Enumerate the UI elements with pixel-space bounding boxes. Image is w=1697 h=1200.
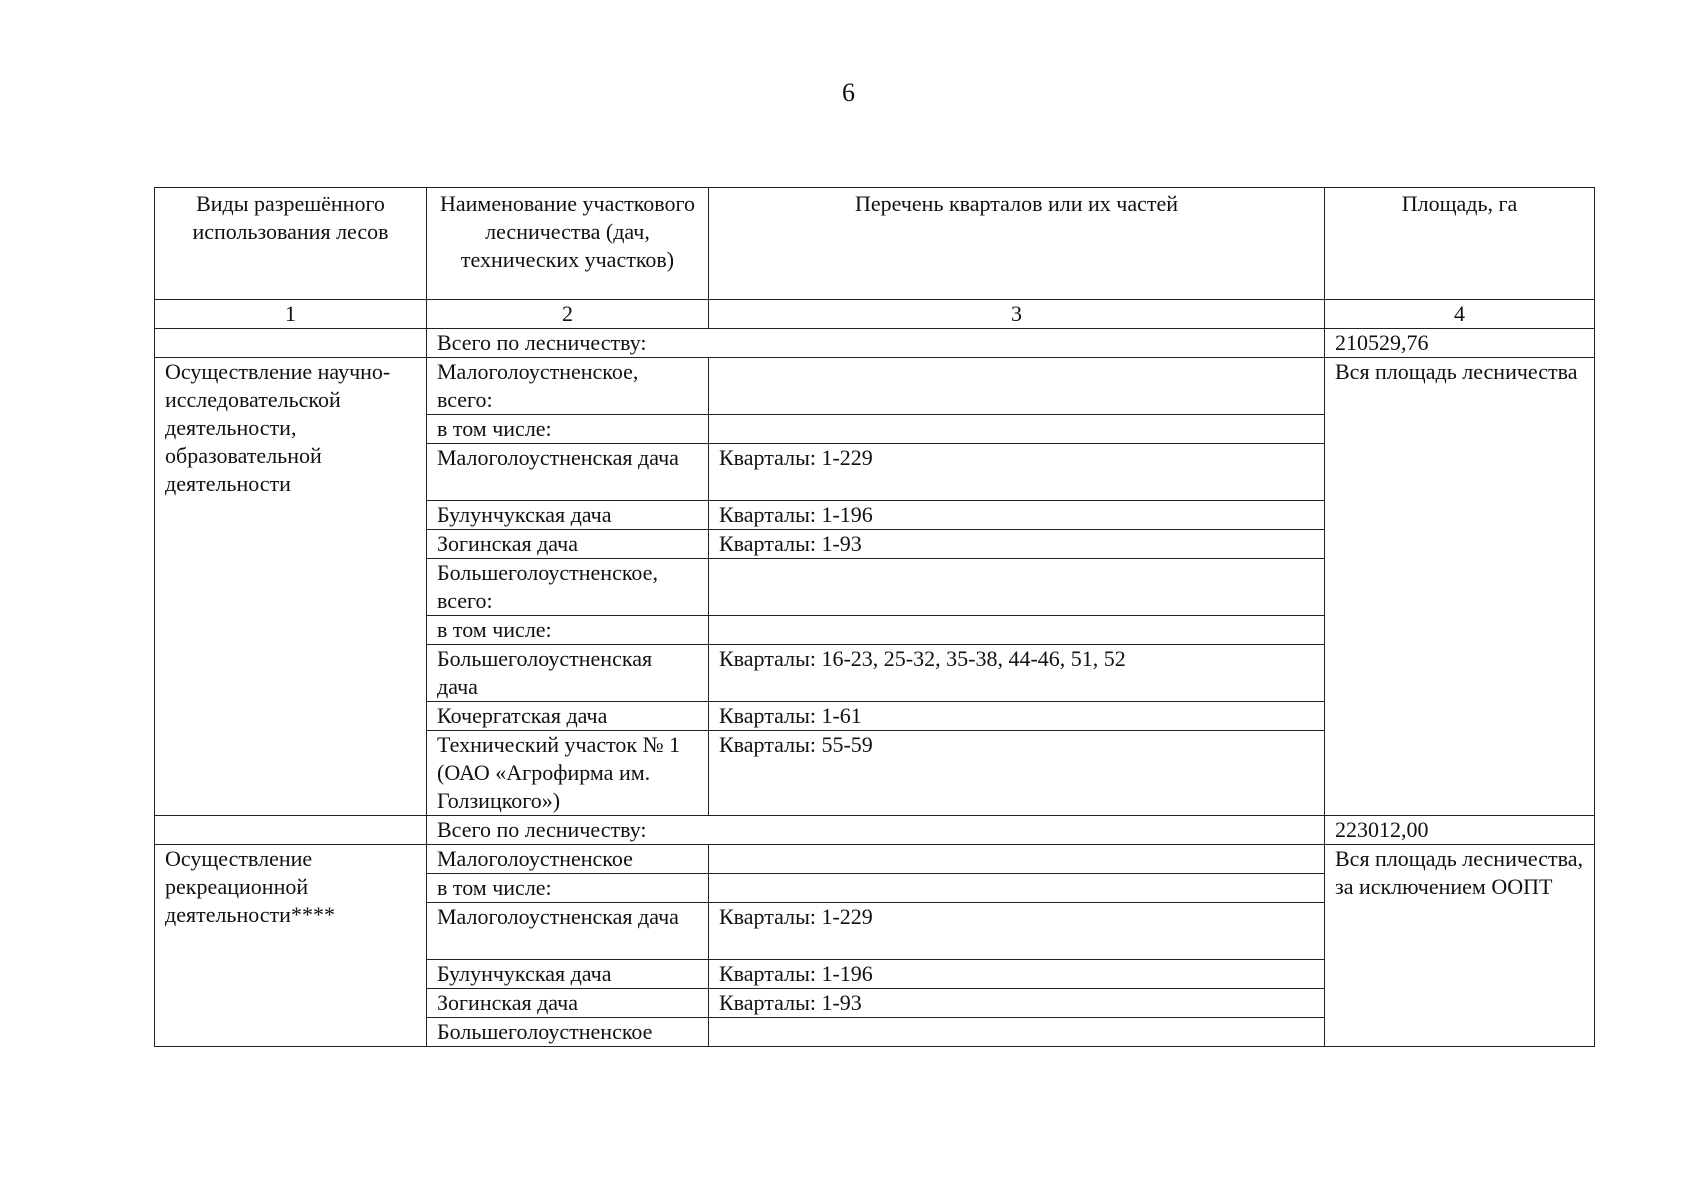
- header-area: Площадь, га: [1325, 188, 1595, 300]
- forestry-name: Малоголоустненская дача: [427, 903, 709, 960]
- header-use-type: Виды разрешённого использования лесов: [155, 188, 427, 300]
- quarters: [709, 616, 1325, 645]
- quarters: [709, 358, 1325, 415]
- quarters: [709, 874, 1325, 903]
- quarters: [709, 1018, 1325, 1047]
- section2-total-row: [155, 816, 1595, 845]
- quarters: Кварталы: 1-196: [709, 960, 1325, 989]
- forestry-name: Малоголоустненская дача: [427, 444, 709, 501]
- quarters: Кварталы: 16-23, 25-32, 35-38, 44-46, 51, 52: [709, 645, 1325, 702]
- table-row: [155, 845, 1595, 874]
- quarters: Кварталы: 1-196: [709, 501, 1325, 530]
- forestry-name: в том числе:: [427, 874, 709, 903]
- forestry-name: Большеголоустненское, всего:: [427, 559, 709, 616]
- table-row: [155, 358, 1595, 415]
- forestry-name: Булунчукская дача: [427, 960, 709, 989]
- header-quarters: Перечень кварталов или их частей: [709, 188, 1325, 300]
- page-number: 6: [842, 78, 855, 107]
- section1-use-type: Осуществление научно-исследовательской деятельности, образовательной деятельности: [155, 358, 427, 816]
- forest-use-table: [154, 187, 1595, 1047]
- quarters: Кварталы: 55-59: [709, 731, 1325, 816]
- quarters: [709, 845, 1325, 874]
- section1-total-label: Всего по лесничеству:: [427, 329, 1325, 358]
- empty-cell: [155, 816, 427, 845]
- section1-area: Вся площадь лесничества: [1325, 358, 1595, 816]
- column-number: 1: [155, 300, 427, 329]
- section2-use-type: Осуществление рекреационной деятельности****: [155, 845, 427, 1047]
- forestry-name: Малоголоустненское, всего:: [427, 358, 709, 415]
- section1-total-value: 210529,76: [1325, 329, 1595, 358]
- column-number: 4: [1325, 300, 1595, 329]
- forestry-name: Технический участок № 1 (ОАО «Агрофирма им. Голзицкого»): [427, 731, 709, 816]
- forestry-name: в том числе:: [427, 415, 709, 444]
- forestry-name: Большеголоустненское: [427, 1018, 709, 1047]
- header-forestry-name: Наименование участкового лесничества (дач, технических участков): [427, 188, 709, 300]
- quarters: Кварталы: 1-93: [709, 530, 1325, 559]
- quarters: [709, 415, 1325, 444]
- forestry-name: Большеголоустненская дача: [427, 645, 709, 702]
- forestry-name: Малоголоустненское: [427, 845, 709, 874]
- quarters: Кварталы: 1-229: [709, 444, 1325, 501]
- column-number: 3: [709, 300, 1325, 329]
- quarters: Кварталы: 1-229: [709, 903, 1325, 960]
- empty-cell: [155, 329, 427, 358]
- section1-total-row: [155, 329, 1595, 358]
- table-header-row: [155, 188, 1595, 300]
- column-number-row: [155, 300, 1595, 329]
- section2-total-label: Всего по лесничеству:: [427, 816, 1325, 845]
- forestry-name: Зогинская дача: [427, 530, 709, 559]
- column-number: 2: [427, 300, 709, 329]
- quarters: Кварталы: 1-61: [709, 702, 1325, 731]
- forestry-name: Зогинская дача: [427, 989, 709, 1018]
- section2-area: Вся площадь лесничества, за исключением ООПТ: [1325, 845, 1595, 1047]
- forestry-name: Кочергатская дача: [427, 702, 709, 731]
- forestry-name: в том числе:: [427, 616, 709, 645]
- section2-total-value: 223012,00: [1325, 816, 1595, 845]
- quarters: [709, 559, 1325, 616]
- quarters: Кварталы: 1-93: [709, 989, 1325, 1018]
- forestry-name: Булунчукская дача: [427, 501, 709, 530]
